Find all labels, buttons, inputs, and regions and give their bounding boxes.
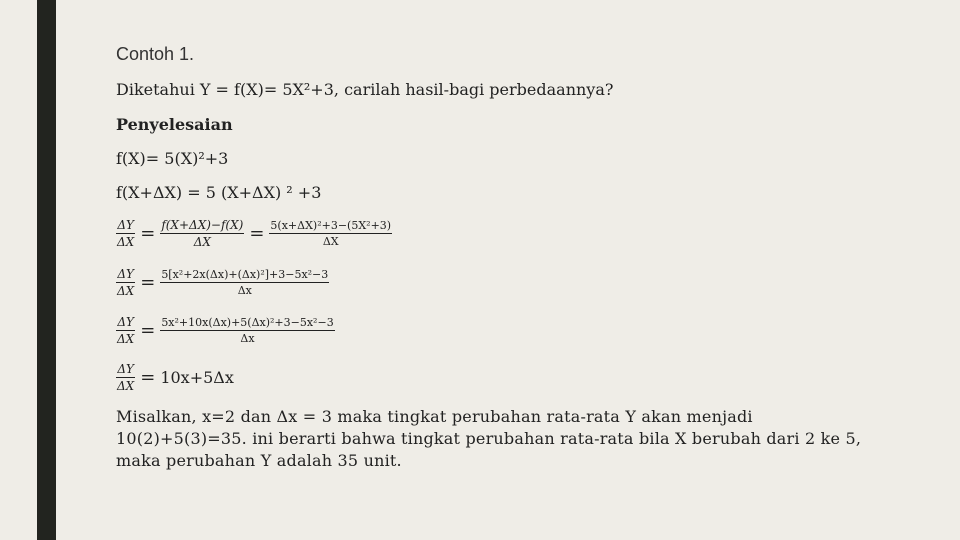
equals-sign: = bbox=[140, 367, 156, 388]
result-expression: 10x+5Δx bbox=[160, 368, 234, 387]
equals-sign: = bbox=[140, 223, 156, 244]
question-text: Diketahui Y = f(X)= 5X²+3, carilah hasil-bagi perbedaannya? bbox=[116, 80, 614, 99]
denominator: Δx bbox=[237, 284, 252, 297]
equals-sign: = bbox=[249, 223, 265, 244]
difference-quotient-row-4 bbox=[116, 362, 234, 393]
difference-quotient-row-3 bbox=[116, 315, 335, 346]
denominator: ΔX bbox=[117, 379, 135, 393]
fraction-lhs bbox=[116, 315, 135, 346]
denominator: Δx bbox=[240, 332, 255, 345]
conclusion-paragraph: Misalkan, x=2 dan Δx = 3 maka tingkat perubahan rata-rata Y akan menjadi 10(2)+5(3)=35. ini berarti bahwa tingkat perubahan rata-rata bila X berubah dari 2 ke 5, maka perubahan Y adalah 35 unit. bbox=[116, 407, 862, 470]
numerator: ΔY bbox=[117, 315, 134, 329]
fraction-lhs bbox=[116, 267, 135, 298]
difference-quotient-row-1 bbox=[116, 218, 392, 249]
equation-fx: f(X)= 5(X)²+3 bbox=[116, 149, 229, 168]
denominator: ΔX bbox=[322, 235, 339, 248]
equals-sign: = bbox=[140, 272, 156, 293]
difference-quotient-row-2 bbox=[116, 267, 329, 298]
section-heading: Penyelesaian bbox=[116, 115, 233, 134]
numerator: ΔY bbox=[117, 218, 134, 232]
numerator: 5[x²+2x(Δx)+(Δx)²]+3−5x²−3 bbox=[161, 268, 329, 281]
fraction-lhs bbox=[116, 218, 135, 249]
numerator: ΔY bbox=[117, 267, 134, 281]
denominator: ΔX bbox=[117, 235, 135, 249]
numerator: f(X+ΔX)−f(X) bbox=[161, 218, 244, 232]
denominator: ΔX bbox=[117, 284, 135, 298]
fraction-rhs bbox=[269, 219, 392, 248]
denominator: ΔX bbox=[193, 235, 211, 249]
fraction-rhs bbox=[160, 316, 334, 345]
fraction-lhs bbox=[116, 362, 135, 393]
denominator: ΔX bbox=[117, 332, 135, 346]
slide-title: Contoh 1. bbox=[116, 44, 195, 64]
numerator: 5x²+10x(Δx)+5(Δx)²+3−5x²−3 bbox=[161, 316, 334, 329]
fraction-rhs bbox=[160, 268, 329, 297]
fraction-middle bbox=[160, 218, 244, 249]
numerator: 5(x+ΔX)²+3−(5X²+3) bbox=[270, 219, 392, 232]
numerator: ΔY bbox=[117, 362, 134, 376]
equals-sign: = bbox=[140, 320, 156, 341]
equation-fx-delta: f(X+ΔX) = 5 (X+ΔX) ² +3 bbox=[116, 183, 322, 202]
slide-side-bar bbox=[37, 0, 56, 540]
